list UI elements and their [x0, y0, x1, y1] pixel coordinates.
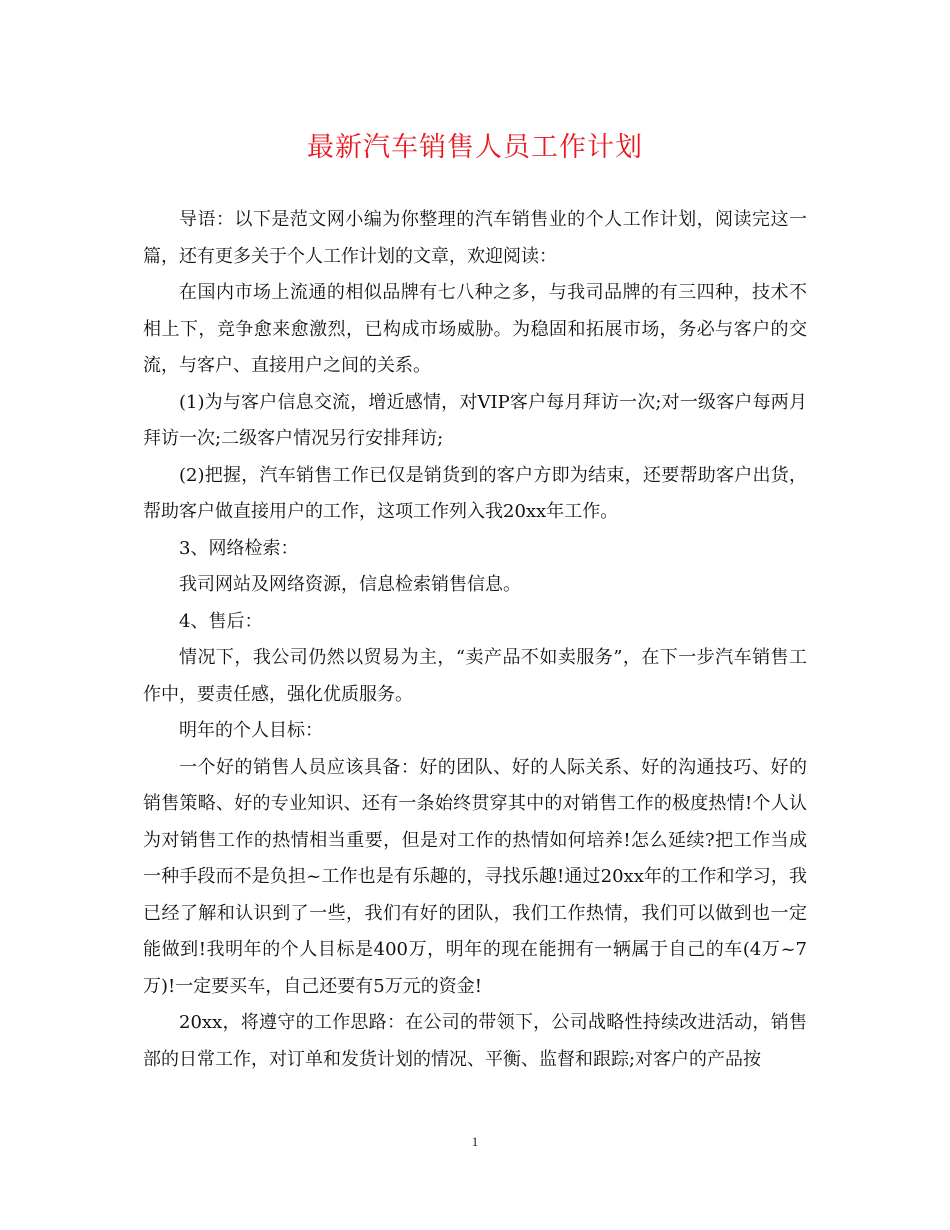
section-heading-goals: 明年的个人目标：	[179, 720, 323, 741]
paragraph-market: 在国内市场上流通的相似品牌有七八种之多，与我司品牌的有三四种，技术不相上下，竞争愈来愈激烈，已构成市场威胁。为稳固和拓展市场，务必与客户的交流，与客户、直接用户之间的关系。	[143, 282, 807, 376]
paragraph-work-plan: 20xx，将遵守的工作思路：在公司的带领下，公司战略性持续改进活动，销售部的日常工作，对订单和发货计划的情况、平衡、监督和跟踪;对客户的产品按	[143, 1012, 807, 1070]
paragraph-item-1: (1)为与客户信息交流，增近感情，对VIP客户每月拜访一次;对一级客户每两月拜访一次;二级客户情况另行安排拜访;	[143, 391, 807, 449]
document-body	[143, 202, 807, 1078]
section-heading-network: 3、网络检索：	[179, 537, 299, 559]
paragraph-goals: 一个好的销售人员应该具备：好的团队、好的人际关系、好的沟通技巧、好的销售策略、好的专业知识、还有一条始终贯穿其中的对销售工作的极度热情!个人认为对销售工作的热情相当重要，但是对工作的热情如何培养!怎么延续?把工作当成一种手段而不是负担~工作也是有乐趣的，寻找乐趣!通过20xx年的工作和学习，我已经了解和认识到了一些，我们有好的团队，我们工作热情，我们可以做到也一定能做到!我明年的个人目标是400万，明年的现在能拥有一辆属于自己的车(4万~7万)!一定要买车，自己还要有5万元的资金!	[143, 756, 807, 997]
paragraph-after-sales: 情况下，我公司仍然以贸易为主，“卖产品不如卖服务”，在下一步汽车销售工作中，要责任感，强化优质服务。	[143, 647, 807, 705]
paragraph-item-2: (2)把握，汽车销售工作已仅是销货到的客户方即为结束，还要帮助客户出货，帮助客户做直接用户的工作，这项工作列入我20xx年工作。	[143, 464, 807, 522]
paragraph-intro: 导语：以下是范文网小编为你整理的汽车销售业的个人工作计划，阅读完这一篇，还有更多关于个人工作计划的文章，欢迎阅读：	[143, 209, 807, 267]
document-title: 最新汽车销售人员工作计划	[307, 132, 643, 163]
page-number: 1	[471, 1134, 479, 1149]
paragraph-network: 我司网站及网络资源，信息检索销售信息。	[179, 574, 521, 595]
section-heading-after-sales: 4、售后：	[179, 610, 263, 632]
